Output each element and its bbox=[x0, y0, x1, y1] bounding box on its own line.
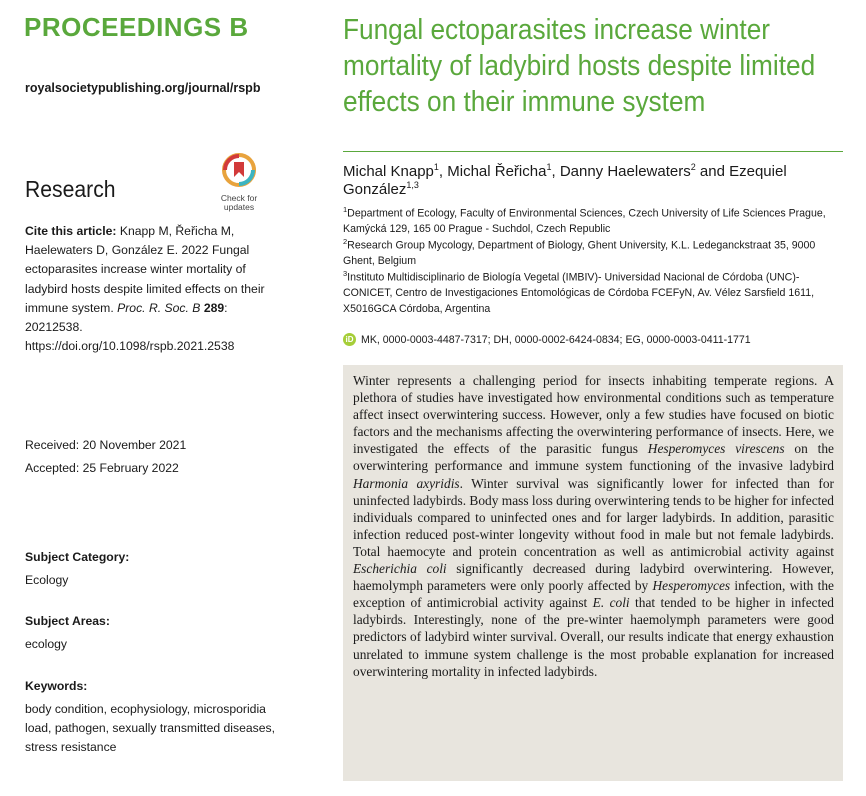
subject-areas-heading: Subject Areas: bbox=[25, 614, 110, 628]
journal-url[interactable]: royalsocietypublishing.org/journal/rspb bbox=[25, 81, 261, 95]
orcid-line bbox=[343, 333, 751, 346]
author-name[interactable]: Danny Haelewaters bbox=[559, 163, 691, 180]
author-affiliation-sup: 1,3 bbox=[406, 180, 419, 190]
author-list: Michal Knapp$^1$, Michal Řeřicha$^1$, Danny Haelewaters$^2$ and Ezequiel González$^{1,3}$ bbox=[343, 162, 787, 198]
orcid-icon[interactable]: iD bbox=[343, 333, 356, 346]
citation-journal: Proc. R. Soc. B bbox=[117, 300, 201, 315]
author-affiliation-sup: 2 bbox=[690, 162, 696, 172]
citation-doi[interactable]: https://doi.org/10.1098/rspb.2021.2538 bbox=[25, 339, 235, 354]
citation-volume: 289 bbox=[203, 300, 225, 315]
received-date: Received: 20 November 2021 bbox=[25, 438, 187, 452]
citation-heading: Cite this article: bbox=[25, 224, 117, 238]
orcid-ids[interactable]: MK, 0000-0003-4487-7317; DH, 0000-0002-6424-0834; EG, 0000-0003-0411-1771 bbox=[361, 333, 751, 346]
article-title: Fungal ectoparasites increase winter mortality of ladybird hosts despite limited effects on their immune system bbox=[343, 14, 816, 118]
citation-text: Knapp M, Řeřicha M, Haelewaters D, González E. 2022 Fungal ectoparasites increase winter mortality of ladybird hosts despite limited effects on their immune system. bbox=[25, 224, 265, 315]
subject-areas-value: ecology bbox=[25, 637, 68, 651]
journal-logo: PROCEEDINGS B bbox=[24, 12, 249, 42]
subject-category-value: Ecology bbox=[25, 573, 69, 587]
subject-category-heading: Subject Category: bbox=[25, 550, 130, 564]
check-updates-label: Check for updates bbox=[220, 193, 258, 212]
keywords-heading: Keywords: bbox=[25, 679, 88, 693]
author-name[interactable]: Michal Knapp bbox=[343, 163, 434, 180]
check-updates-icon bbox=[222, 153, 256, 187]
keywords-value: body condition, ecophysiology, microsporidia load, pathogen, sexually transmitted diseases, stress resistance bbox=[25, 702, 275, 755]
section-label: Research bbox=[25, 176, 116, 202]
affiliation-3: $^3$Instituto Multidisciplinario de Biología Vegetal (IMBIV)- Universidad Nacional de Córdoba (UNC)- CONICET, Centro de Investigaciones Entomológicas de Córdoba FCEFyN, Av. Vélez Sarsfield 1611, X5016GCA Córdoba, Argentina bbox=[343, 269, 815, 315]
abstract-box bbox=[343, 365, 843, 781]
check-for-updates-badge[interactable] bbox=[213, 153, 265, 212]
title-divider bbox=[343, 151, 843, 152]
accepted-date: Accepted: 25 February 2022 bbox=[25, 461, 179, 475]
author-name[interactable]: Ezequiel González bbox=[343, 163, 787, 198]
affiliation-2: $^2$Research Group Mycology, Department of Biology, Ghent University, K.L. Ledeganckstraat 35, 9000 Ghent, Belgium bbox=[343, 237, 816, 268]
author-affiliation-sup: 1 bbox=[433, 162, 439, 172]
author-affiliation-sup: 1 bbox=[546, 162, 552, 172]
abstract-text: Winter represents a challenging period for insects inhabiting temperate regions. A plethora of studies have investigated how environmental conditions such as temperature affect insect overwintering success. However, only a few studies have focused on biotic factors and the mechanisms affecting the overwintering performance of insects. Here, we investigated the effects of the parasitic fungus Hesperomyces virescens on the overwintering performance and immune system functioning of the invasive ladybird Harmonia axyridis. Winter survival was significantly lower for infected than for uninfected ladybirds. Body mass loss during overwintering tends to be higher for infected individuals compared to uninfected ones and for larger ladybirds. In addition, parasitic infection reduced post-winter longevity without food in male but not female ladybirds. Total haemocyte and protein concentration as well as antimicrobial activity against Escherichia coli significantly decreased during ladybird overwintering. However, haemolymph parameters were only poorly affected by Hesperomyces infection, with the exception of antimicrobial activity against E. coli that tended to be higher in infected ladybirds. Interestingly, none of the pre-winter haemolymph parameters were good predictors of ladybird winter survival. Overall, our results indicate that energy exhaustion unrelated to immune system challenge is the most probable explanation for increased overwintering mortality in infected ladybirds. bbox=[353, 373, 834, 679]
affiliation-1: $^1$Department of Ecology, Faculty of Environmental Sciences, Czech University of Life Sciences Prague, Kamýcká 129, 165 00 Prague - Suchdol, Czech Republic bbox=[343, 205, 826, 236]
citation-article: : 20212538. bbox=[25, 300, 228, 335]
author-name[interactable]: Michal Řeřicha bbox=[447, 163, 547, 180]
citation-block bbox=[25, 222, 277, 356]
